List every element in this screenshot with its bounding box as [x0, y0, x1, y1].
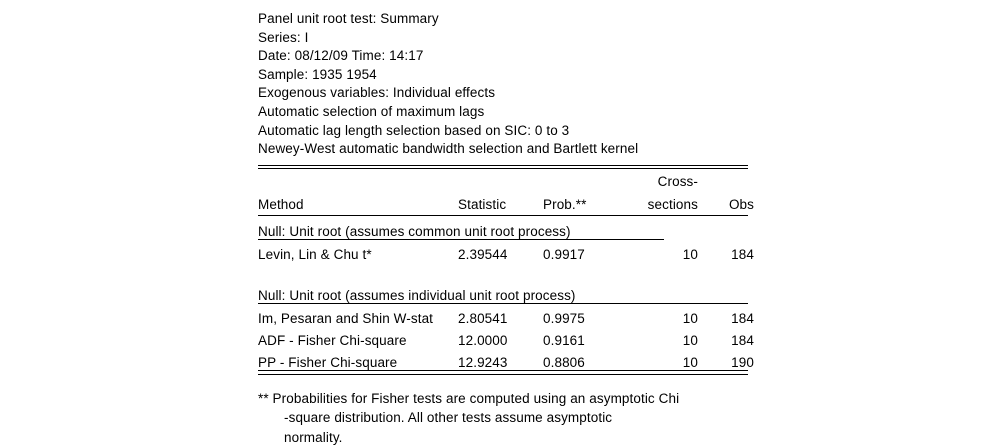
cell-method: PP - Fisher Chi-square	[258, 355, 398, 371]
section-title-row-common	[258, 216, 758, 239]
section-spacer	[258, 262, 758, 280]
cell-prob: 0.9917	[543, 247, 585, 263]
cell-cross-sections: 10	[682, 247, 698, 263]
cell-obs: 184	[731, 247, 754, 263]
report-header	[258, 10, 758, 159]
cell-method: ADF - Fisher Chi-square	[258, 333, 407, 349]
cell-obs: 190	[731, 355, 754, 371]
report-title: Panel unit root test: Summary	[258, 11, 439, 26]
header-cell-blank-obs	[704, 169, 758, 191]
cell-prob: 0.8806	[543, 355, 585, 371]
header-cell-obs: Obs	[728, 197, 754, 213]
cell-method: Im, Pesaran and Shin W-stat	[258, 311, 434, 327]
panel-unit-root-test-output	[258, 10, 758, 447]
footnote-line-3: normality.	[284, 429, 343, 445]
header-cell-cross-line2: sections	[647, 197, 698, 213]
section-title-individual: Null: Unit root (assumes individual unit root process)	[258, 288, 576, 304]
header-cell-cross-line1: Cross-	[657, 174, 698, 190]
date-time-line: Date: 08/12/09 Time: 14:17	[258, 48, 424, 64]
exogenous-variables-line: Exogenous variables: Individual effects	[258, 85, 496, 101]
header-cell-statistic: Statistic	[458, 197, 507, 213]
results-table	[258, 169, 758, 375]
table-footer-double-rule	[258, 370, 748, 375]
section-spacer-row	[258, 262, 758, 280]
cell-statistic: 2.80541	[458, 311, 508, 327]
table-footer-rule-row	[258, 370, 758, 375]
header-cell-blank-statistic	[458, 169, 543, 191]
header-cell-prob: Prob.**	[543, 197, 587, 213]
cell-obs: 184	[731, 311, 754, 327]
cell-statistic: 2.39544	[458, 247, 508, 263]
sample-line: Sample: 1935 1954	[258, 66, 377, 82]
series-line: Series: I	[258, 29, 309, 45]
cell-statistic: 12.0000	[458, 333, 508, 349]
table-row	[258, 326, 758, 348]
footnote-line-2: -square distribution. All other tests assume asymptotic	[284, 410, 613, 426]
header-cell-method: Method	[258, 197, 304, 213]
section-title-row-individual	[258, 280, 758, 303]
cell-method: Levin, Lin & Chu t*	[258, 247, 372, 263]
cell-obs: 184	[731, 333, 754, 349]
cell-prob: 0.9161	[543, 333, 585, 349]
cell-cross-sections: 10	[682, 333, 698, 349]
table-header-row-bottom	[258, 191, 758, 215]
footnote-line-1: ** Probabilities for Fisher tests are computed using an asymptotic Chi	[258, 390, 680, 406]
cell-cross-sections: 10	[682, 311, 698, 327]
cell-statistic: 12.9243	[458, 355, 508, 371]
sic-selection-line: Automatic lag length selection based on SIC: 0 to 3	[258, 122, 570, 138]
table-row	[258, 304, 758, 326]
header-cell-blank	[258, 169, 458, 191]
table-footer-rule-cell	[258, 370, 758, 375]
footnote-block	[258, 389, 758, 447]
cell-cross-sections: 10	[682, 355, 698, 371]
table-row	[258, 348, 758, 370]
section-title-common: Null: Unit root (assumes common unit root process)	[258, 224, 571, 240]
header-cell-blank-prob	[543, 169, 623, 191]
automatic-lag-selection-line: Automatic selection of maximum lags	[258, 103, 485, 119]
table-header-row-top	[258, 169, 758, 191]
cell-prob: 0.9975	[543, 311, 585, 327]
bandwidth-kernel-line: Newey-West automatic bandwidth selection and Bartlett kernel	[258, 141, 639, 157]
table-row	[258, 240, 758, 262]
